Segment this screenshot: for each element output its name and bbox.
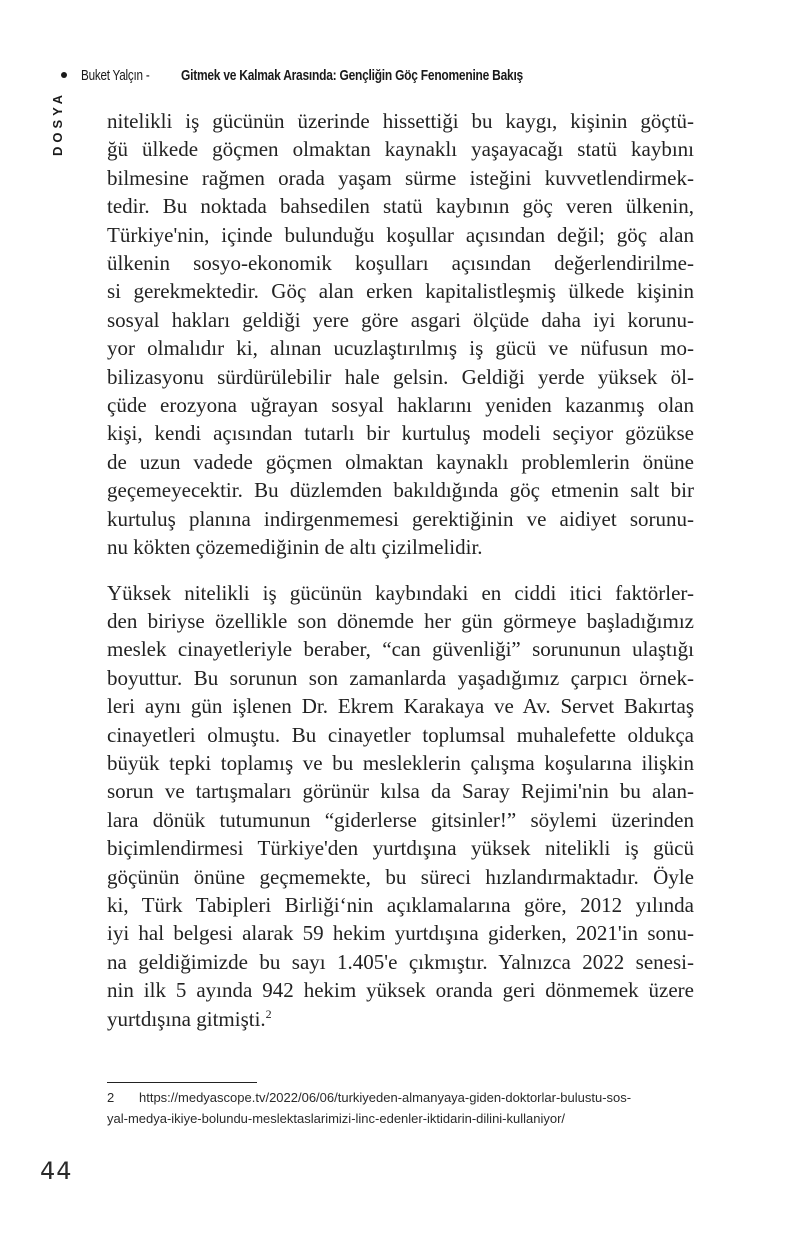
footnote	[107, 1088, 694, 1129]
text-line: geçemeyecektir. Bu düzlemden bakıldığında göç etmenin salt bir	[107, 478, 694, 503]
text-line: nitelikli iş gücünün üzerinde hissettiği bu kaygı, kişinin göçtü-	[107, 109, 694, 133]
text-line: iyi hal belgesi alarak 59 hekim yurtdışına giderken, 2021'in sonu-	[107, 921, 694, 946]
text-line: nin ilk 5 ayında 942 hekim yüksek oranda geri dönmemek üzere	[107, 978, 694, 1003]
text-line: kişi, kendi açısından tutarlı bir kurtuluş modeli seçiyor gözükse	[107, 421, 694, 446]
text-line: bilmesine rağmen orada yaşam sürme isteğini kuvvetlendirmek-	[107, 165, 694, 190]
paragraph-1	[107, 107, 694, 562]
section-label-text: DOSYA	[50, 90, 66, 156]
text-line: den biriyse özellikle son dönemde her gün görmeye başladığımız	[107, 608, 694, 633]
text-line: tedir. Bu noktada bahsedilen statü kaybının göç veren ülkenin,	[107, 194, 694, 219]
text-line: boyuttur. Bu sorunun son zamanlarda yaşadığımız çarpıcı örnek-	[107, 665, 694, 690]
footnote-number: 2	[107, 1090, 115, 1105]
text-line: sorun ve tartışmaları görünür kılsa da Saray Rejimi'nin bu alan-	[107, 779, 694, 804]
text-line: lara dönük tutumunun “giderlerse gitsinler!” söylemi üzerinden	[107, 807, 694, 832]
text-line: nu kökten çözemediğinin de altı çizilmelidir.	[107, 535, 483, 560]
text-line-content: yurtdışına gitmişti.	[107, 1006, 266, 1031]
text-line: meslek cinayetleriyle beraber, “can güvenliği” sorununun ulaştığı	[107, 637, 694, 662]
footnote-url-part-1[interactable]: https://medyascope.tv/2022/06/06/turkiyeden-almanyaya-giden-doktorlar-bulustu-sos-	[139, 1090, 632, 1105]
body-text	[107, 107, 694, 1033]
text-line: kurtuluş planına indirgenmemesi gerektiğinin ve aidiyet sorunu-	[107, 506, 694, 531]
text-line: Yüksek nitelikli iş gücünün kaybındaki en ciddi itici faktörler-	[107, 580, 694, 605]
text-line: bilizasyonu sürdürülebilir hale gelsin. Geldiği yerde yüksek öl-	[107, 364, 694, 389]
header-title: Gitmek ve Kalmak Arasında: Gençliğin Göç Fenomenine Bakış	[181, 66, 523, 84]
text-line: biçimlendirmesi Türkiye'den yurtdışına yüksek nitelikli iş gücü	[107, 836, 694, 861]
text-line: leri aynı gün işlenen Dr. Ekrem Karakaya ve Av. Servet Bakırtaş	[107, 694, 694, 719]
text-line: cinayetleri olmuştu. Bu cinayetler toplumsal muhalefette oldukça	[107, 722, 694, 747]
header-author: Buket Yalçın -	[81, 66, 150, 84]
text-line: ülkenin sosyo-ekonomik koşulları açısından değerlendirilme-	[107, 251, 694, 276]
text-line: göçünün önüne geçmemekte, bu süreci hızlandırmaktadır. Öyle	[107, 864, 694, 889]
text-line: si gerekmektedir. Göç alan erken kapitalistleşmiş ülkede kişinin	[107, 279, 694, 304]
text-line: yor olmalıdır ki, alınan ucuzlaştırılmış iş gücü ve nüfusun mo-	[107, 336, 694, 361]
page-number: 44	[40, 1157, 73, 1185]
text-line: sosyal hakları geldiği yere göre asgari ölçüde daha iyi korunu-	[107, 307, 694, 332]
text-line: ğü ülkede göçmen olmaktan kaynaklı yaşayacağı statü kaybını	[107, 137, 694, 162]
section-label	[47, 88, 69, 158]
footnote-reference[interactable]: 2	[265, 1006, 272, 1021]
text-line: Türkiye'nin, içinde bulunduğu koşullar açısından değil; göç alan	[107, 222, 694, 247]
text-line: de uzun vadede göçmen olmaktan kaynaklı problemlerin önüne	[107, 449, 694, 474]
text-line: çüde erozyona uğrayan sosyal haklarını yeniden kazanmış olan	[107, 393, 694, 418]
text-line: büyük tepki toplamış ve bu mesleklerin çalışma koşularına ilişkin	[107, 750, 694, 775]
text-line: ki, Türk Tabipleri Birliği‘nin açıklamalarına göre, 2012 yılında	[107, 892, 694, 917]
running-header	[58, 64, 609, 86]
footnote-divider	[107, 1082, 257, 1083]
bullet-icon	[61, 72, 67, 78]
text-line: na geldiğimizde bu sayı 1.405'e çıkmıştır. Yalnızca 2022 senesi-	[107, 949, 694, 974]
footnote-line-2[interactable]: yal-medya-ikiye-bolundu-meslektaslarimizi-linc-edenler-iktidarin-dilini-kullaniyor/	[107, 1110, 566, 1126]
paragraph-2	[107, 579, 694, 1034]
text-line-last	[107, 1005, 694, 1033]
footnote-line-1	[107, 1088, 694, 1109]
